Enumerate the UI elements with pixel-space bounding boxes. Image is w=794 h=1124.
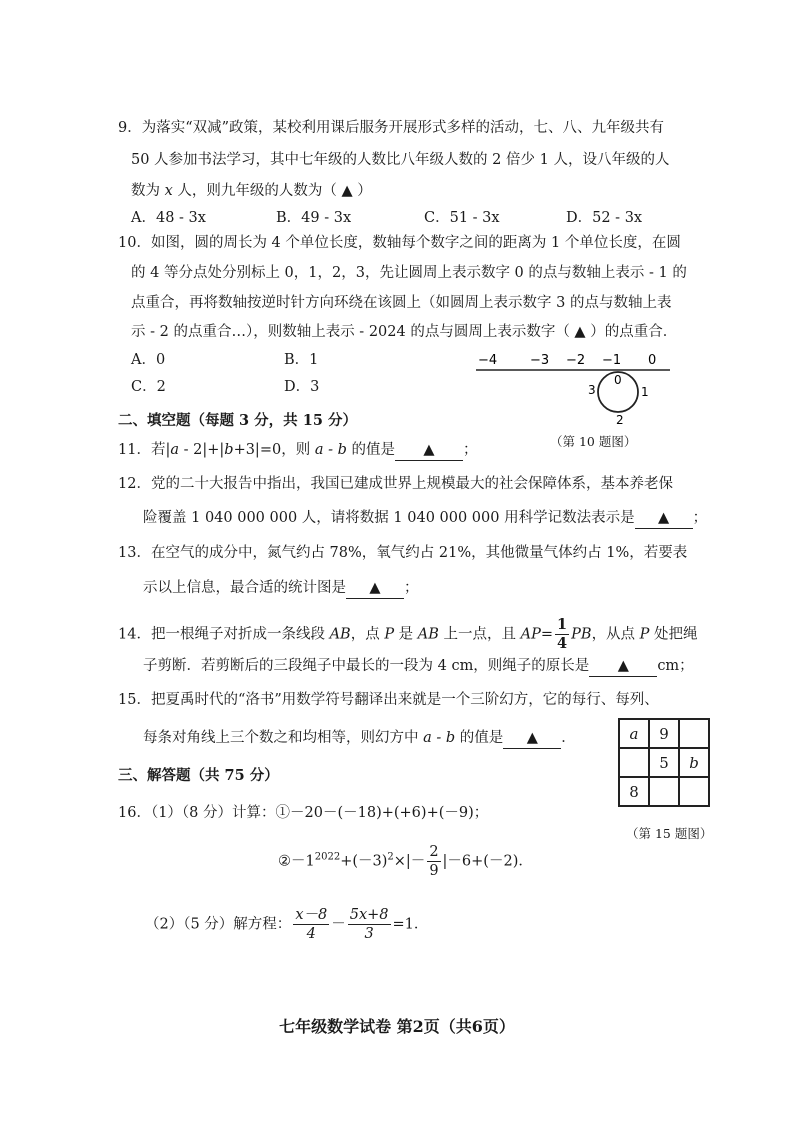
q10-option-b: B．1	[284, 352, 319, 368]
circle-label-1: 1	[641, 385, 649, 399]
q10-option-a: A．0	[131, 352, 166, 368]
q16-expr1: ①－20－(－18)+(+6)+(－9)；	[275, 805, 489, 821]
q11-text: 11．若|a - 2|+|b+3|=0，则 a - b 的值是 ▲ ；	[118, 440, 477, 461]
q13-line1: 13．在空气的成分中，氮气约占 78%，氧气约占 21%，其他微量气体约占 1%，若要表	[118, 545, 688, 561]
q9-option-c: C．51 - 3x	[424, 210, 500, 226]
grid-cell-r1c2: 9	[649, 719, 679, 748]
q9-option-d: D．52 - 3x	[566, 210, 643, 226]
q14-fraction: $\frac{1}{4}$	[557, 616, 568, 652]
page-footer: 七年级数学试卷 第2页（共6页）	[279, 1017, 515, 1036]
grid-cell-r2c2: 5	[649, 748, 679, 777]
axis-label-neg2: −2	[566, 353, 586, 368]
grid-cell-r1c1: a	[619, 719, 649, 748]
grid-cell-r2c3: b	[679, 748, 709, 777]
q16-part1: 16．（1）（8 分）计算：①－20－(－18)+(+6)+(－9)；	[118, 805, 489, 821]
q10-option-c: C．2	[131, 379, 166, 395]
q14-answer-blank: ▲	[589, 656, 657, 677]
q10-option-d: D．3	[284, 379, 320, 395]
q12-line1: 12．党的二十大报告中指出，我国已建成世界上规模最大的社会保障体系，基本养老保	[118, 476, 673, 492]
circle-label-2: 2	[616, 413, 624, 427]
q9-option-b: B．49 - 3x	[276, 210, 352, 226]
q16-part2: （2）（5 分）解方程： $\frac{x-8}{4}$ － $\frac{5x+8}{3}$ =1．	[145, 907, 429, 942]
q9-line3: 数为 x 人，则九年级的人数为（ ▲ ）	[131, 183, 372, 199]
q16-eq-frac1: $\frac{x-8}{4}$	[295, 907, 328, 942]
q13-answer-blank: ▲	[346, 578, 404, 599]
q9-option-a: A．48 - 3x	[131, 210, 206, 226]
axis-label-neg1: −1	[602, 353, 622, 368]
q15-line1: 15．把夏禹时代的“洛书”用数学符号翻译出来就是一个三阶幻方，它的每行、每列、	[118, 692, 659, 708]
axis-label-neg4: −4	[478, 353, 498, 368]
grid-cell-r2c1	[619, 748, 649, 777]
q15-figure-caption: （第 15 题图）	[626, 826, 713, 841]
q15-answer-blank: ▲	[503, 728, 561, 749]
circle-label-0: 0	[614, 373, 622, 387]
magic-square-grid	[618, 718, 710, 807]
q12-answer-blank: ▲	[635, 508, 693, 529]
section3-title: 三、解答题（共 75 分）	[118, 767, 279, 784]
grid-cell-r3c3	[679, 777, 709, 806]
q10-line1: 10．如图，圆的周长为 4 个单位长度，数轴每个数字之间的距离为 1 个单位长度，在圆	[118, 235, 681, 251]
grid-cell-r1c3	[679, 719, 709, 748]
axis-label-0: 0	[648, 353, 657, 368]
q14-line1: 14．把一根绳子对折成一条线段 AB，点 P 是 AB 上一点，且 AP= $\frac{1}{4}$ PB，从点 P 处把绳	[118, 616, 698, 652]
grid-cell-r3c1: 8	[619, 777, 649, 806]
q14-line2: 子剪断．若剪断后的三段绳子中最长的一段为 4 cm，则绳子的原长是 ▲ cm；	[143, 656, 694, 677]
q13-line2: 示以上信息，最合适的统计图是 ▲ ；	[143, 578, 419, 599]
q16-fraction: $\frac{2}{9}$	[429, 844, 439, 879]
q10-line2: 的 4 等分点处分别标上 0，1，2，3，先让圆周上表示数字 0 的点与数轴上表示 - 1 的	[131, 265, 687, 281]
q16-eq-frac2: $\frac{5x+8}{3}$	[349, 907, 389, 942]
section2-title: 二、填空题（每题 3 分，共 15 分）	[118, 412, 357, 429]
q12-line2: 险覆盖 1 040 000 000 人，请将数据 1 040 000 000 用科学记数法表示是 ▲ ；	[143, 508, 707, 529]
circle-label-3: 3	[588, 383, 596, 397]
q10-line4: 示 - 2 的点重合…），则数轴上表示 - 2024 的点与圆周上表示数字（ ▲ ）的点重合．	[131, 324, 678, 340]
q16-expr2: $②-1^{2022}+(-3)^2\times|-$ $\frac{2}{9}$ |－6+(－2)．	[278, 844, 533, 879]
axis-label-neg3: −3	[530, 353, 550, 368]
q10-figure	[470, 348, 680, 428]
q11-answer-blank: ▲	[395, 440, 463, 461]
q9-line1: 9．为落实“双减”政策，某校利用课后服务开展形式多样的活动，七、八、九年级共有	[118, 120, 665, 136]
q10-line3: 点重合，再将数轴按逆时针方向环绕在该圆上（如圆周上表示数字 3 的点与数轴上表	[131, 295, 672, 311]
q9-line2: 50 人参加书法学习，其中七年级的人数比八年级人数的 2 倍少 1 人，设八年级的人	[131, 152, 670, 168]
q15-line2: 每条对角线上三个数之和均相等，则幻方中 a - b 的值是 ▲ ．	[143, 728, 576, 749]
grid-cell-r3c2	[649, 777, 679, 806]
q10-figure-caption: （第 10 题图）	[550, 434, 637, 449]
